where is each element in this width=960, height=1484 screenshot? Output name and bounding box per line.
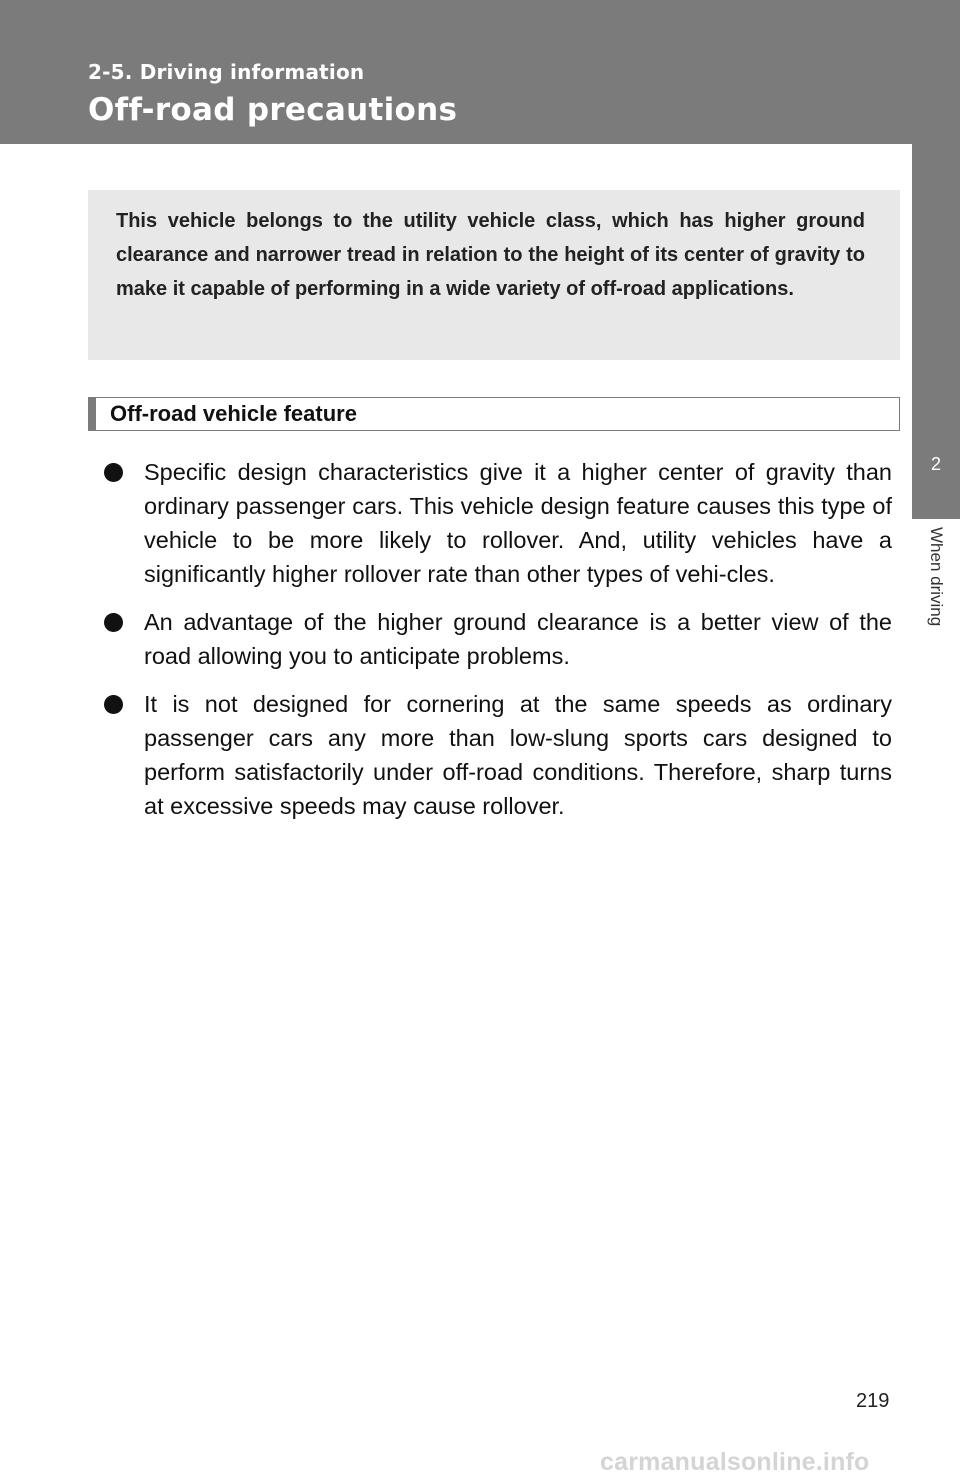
section-label: 2-5. Driving information — [88, 60, 365, 84]
watermark: carmanualsonline.info — [600, 1448, 870, 1476]
page-title: Off-road precautions — [88, 92, 458, 128]
bullet-list — [104, 455, 892, 837]
chapter-number-tab: 2 — [912, 409, 960, 519]
intro-text: This vehicle belongs to the utility vehicle class, which has higher ground clearance and narrower tread in relation to the height of its center of gravity to make it capable of performing in a wide variety of off-road applications. — [116, 210, 865, 300]
bullet-dot-icon — [104, 463, 123, 482]
page-number: 219 — [856, 1390, 890, 1412]
bullet-item — [104, 687, 892, 823]
bullet-text: It is not designed for cornering at the same speeds as ordinary passenger cars any more than low-slung sports cars designed to perform satisfactorily under off-road conditions. Therefore, sharp turns at excessive speeds may cause rollover. — [144, 691, 892, 819]
bullet-item — [104, 605, 892, 673]
bullet-item — [104, 455, 892, 591]
chapter-label: When driving — [927, 527, 946, 627]
bullet-text: An advantage of the higher ground clearance is a better view of the road allowing you to anticipate problems. — [144, 609, 892, 669]
bullet-text: Specific design characteristics give it a higher center of gravity than ordinary passenger cars. This vehicle design feature causes this type of vehicle to be more likely to rollover. And, utility vehicles have a significantly higher rollover rate than other types of vehi-cles. — [144, 459, 892, 587]
bullet-dot-icon — [104, 695, 123, 714]
section-heading: Off-road vehicle feature — [88, 397, 900, 431]
bullet-dot-icon — [104, 613, 123, 632]
side-tab-top — [912, 144, 960, 409]
intro-box — [88, 190, 900, 360]
